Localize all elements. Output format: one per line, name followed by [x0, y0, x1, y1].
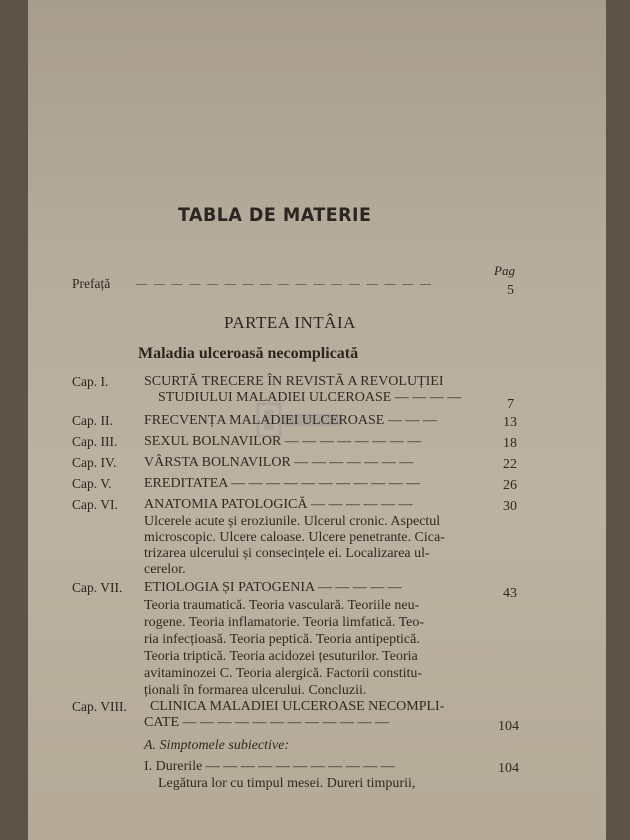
chapter-title: ETIOLOGIA ȘI PATOGENIA — — — — — — [144, 580, 402, 595]
section-heading: Maladia ulceroasă necomplicată — [138, 345, 359, 362]
chapter-title: SEXUL BOLNAVILOR — — — — — — — — — [144, 434, 422, 449]
chapter-description-line: microscopic. Ulcere caloase. Ulcere penetrante. Cica- — [144, 530, 445, 545]
chapter-number: Cap. VI. — [72, 497, 118, 512]
preface-dashes: — — — — — — — — — — — — — — — — — — [136, 278, 433, 290]
preface-label: Prefață — [72, 276, 111, 291]
chapter-description-line: cerelor. — [144, 562, 186, 577]
chapter-page: 26 — [503, 478, 517, 493]
chapter-number: Cap. II. — [72, 413, 113, 428]
chapter-number: Cap. VII. — [72, 580, 123, 595]
chapter-title: FRECVENȚA MALADIEI ULCEROASE — — — — [144, 413, 437, 428]
chapter-page: 22 — [503, 457, 517, 472]
chapter-number: Cap. IV. — [72, 455, 117, 470]
chapter-title: ANATOMIA PATOLOGICĂ — — — — — — — [144, 497, 413, 512]
chapter-page: 104 — [498, 719, 519, 734]
page-title: TABLA DE MATERIE — [178, 204, 372, 226]
chapter-page: 18 — [503, 436, 517, 451]
chapter-page: 13 — [503, 415, 517, 430]
chapter-title: VÂRSTA BOLNAVILOR — — — — — — — — [144, 455, 414, 470]
chapter-title-cont: CATE — — — — — — — — — — — — — [144, 715, 389, 730]
part-heading: PARTEA INTÂIA — [224, 313, 356, 332]
chapter-title-cont: STUDIULUI MALADIEI ULCEROASE — — — — — [158, 390, 462, 405]
subsection-description: Legătura lor cu timpul mesei. Dureri timpurii, — [158, 776, 416, 791]
page-column-label: Pag — [494, 263, 515, 278]
chapter-description-line: ționali în formarea ulcerului. Concluzii. — [144, 683, 367, 698]
subsection-item: I. Durerile — — — — — — — — — — — — [144, 759, 395, 774]
chapter-description-line: ria infecțioasă. Teoria peptică. Teoria antipeptică. — [144, 632, 420, 647]
chapter-description-line: Teoria triptică. Teoria acidozei țesuturilor. Teoria — [144, 649, 418, 664]
chapter-number: Cap. VIII. — [72, 699, 127, 714]
chapter-page: 43 — [503, 586, 517, 601]
subsection-page: 104 — [498, 761, 519, 776]
chapter-number: Cap. III. — [72, 434, 118, 449]
chapter-description-line: Teoria traumatică. Teoria vasculară. Teoriile neu- — [144, 598, 420, 613]
chapter-page: 30 — [503, 499, 517, 514]
chapter-description-line: rogene. Teoria inflamatorie. Teoria limfatică. Teo- — [144, 615, 425, 630]
chapter-description-line: Ulcerele acute și eroziunile. Ulcerul cronic. Aspectul — [144, 514, 441, 529]
chapter-title: CLINICA MALADIEI ULCEROASE NECOMPLI- — [150, 699, 445, 714]
chapter-description-line: trizarea ulcerului și consecințele ei. Localizarea ul- — [144, 546, 430, 561]
chapter-description-line: avitaminozei C. Teoria alergică. Factorii constitu- — [144, 666, 423, 681]
chapter-number: Cap. I. — [72, 374, 109, 389]
chapter-page: 7 — [507, 397, 514, 412]
chapter-title: SCURTĂ TRECERE ÎN REVISTĂ A REVOLUȚIEI — [144, 374, 444, 389]
subsection-heading: A. Simptomele subiective: — [144, 738, 290, 753]
preface-page: 5 — [507, 283, 514, 298]
chapter-title: EREDITATEA — — — — — — — — — — — — [144, 476, 421, 491]
book-page — [28, 0, 606, 840]
chapter-number: Cap. V. — [72, 476, 112, 491]
